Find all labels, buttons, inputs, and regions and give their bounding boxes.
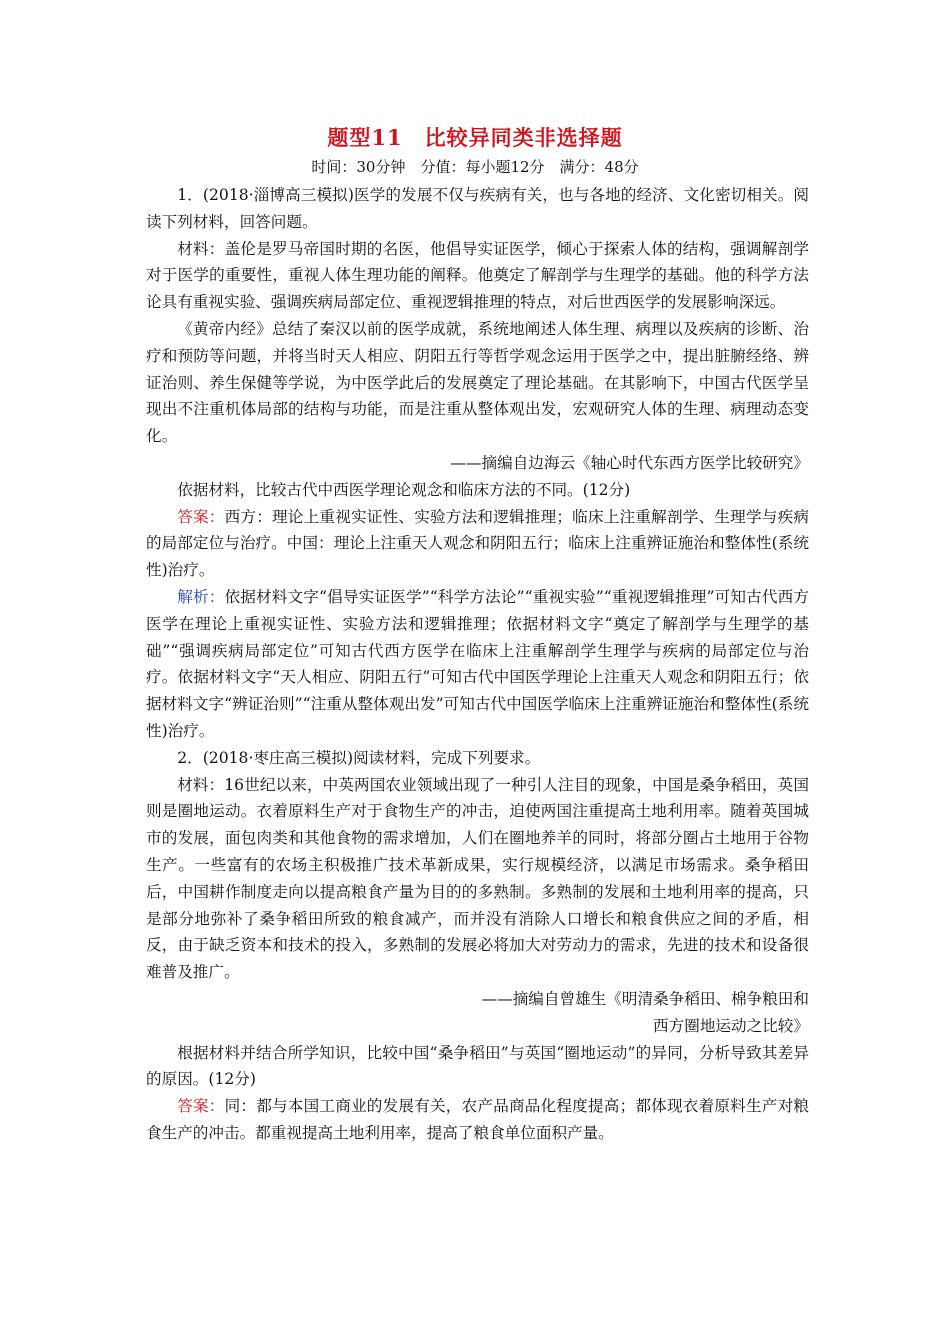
q1-explanation-label: 解析：	[177, 587, 225, 606]
q2-source-line1: ——摘编自曾雄生《明清桑争稻田、棉争粮田和	[481, 989, 809, 1008]
q2-answer-label: 答案：	[177, 1097, 225, 1116]
q1-question: 依据材料，比较古代中西医学理论观念和临床方法的不同。(12分)	[177, 480, 631, 499]
q1-answer-label: 答案：	[177, 507, 225, 526]
document-body	[146, 182, 809, 1147]
q1-material-b: 《黄帝内经》总结了秦汉以前的医学成就，系统地阐述人体生理、病理以及疾病的诊断、治疗和预防等问题，并将当时天人相应、阴阳五行等哲学观念运用于医学之中，提出脏腑经络、辨证治则、养生保健等学说，为中医学此后的发展奠定了理论基础。在其影响下，中国古代医学呈现出不注重机体局部的结构与功能，而是注重从整体观出发，宏观研究人体的生理、病理动态变化。	[146, 319, 809, 446]
q1-intro: 1．(2018·淄博高三模拟)医学的发展不仅与疾病有关，也与各地的经济、文化密切相关。阅读下列材料，回答问题。	[146, 186, 809, 231]
q2-question: 根据材料并结合所学知识，比较中国“桑争稻田”与英国“圈地运动”的异同，分析导致其差异的原因。(12分)	[146, 1043, 809, 1089]
q1-answer-text: 西方：理论上重视实证性、实验方法和逻辑推理；临床上注重解剖学、生理学与疾病的局部定位与治疗。中国：理论上注重天人观念和阴阳五行；临床上注重辨证施治和整体性(系统性)治疗。	[146, 507, 809, 580]
q2-intro: 2．(2018·枣庄高三模拟)阅读材料，完成下列要求。	[177, 748, 541, 767]
page-title: 题型11 比较异同类非选择题	[327, 125, 623, 150]
q1-source: ——摘编自边海云《轴心时代东西方医学比较研究》	[450, 453, 809, 472]
q1-answer	[146, 504, 809, 584]
q2-answer	[146, 1093, 809, 1147]
q2-answer-text: 同：都与本国工商业的发展有关，农产品商品化程度提高；都体现衣着原料生产对粮食生产的冲击。都重视提高土地利用率，提高了粮食单位面积产量。	[146, 1097, 809, 1142]
q2-material: 材料：16世纪以来，中英两国农业领域出现了一种引人注目的现象，中国是桑争稻田，英国则是圈地运动。衣着原料生产对于食物生产的冲击，迫使两国注重提高土地利用率。随着英国城市的发展，面包肉类和其他食物的需求增加，人们在圈地养羊的同时，将部分圈占土地用于谷物生产。一些富有的农场主积极推广技术革新成果，实行规模经济，以满足市场需求。桑争稻田后，中国耕作制度走向以提高粮食产量为目的的多熟制。多熟制的发展和土地利用率的提高，只是部分地弥补了桑争稻田所致的粮食减产，而并没有消除人口增长和粮食供应之间的矛盾，相反，由于缺乏资本和技术的投入，多熟制的发展必将加大对劳动力的需求，先进的技术和设备很难普及推广。	[146, 775, 809, 982]
q1-explanation	[146, 584, 809, 745]
q2-source-line2: 西方圈地运动之比较》	[653, 1016, 809, 1035]
q1-explanation-text: 依据材料文字“倡导实证医学”“科学方法论”“重视实验”“重视逻辑推理”可知古代西方医学在理论上重视实证性、实验方法和逻辑推理；依据材料文字“奠定了解剖学与生理学的基础”“强调疾病局部定位”可知古代西方医学在临床上注重解剖学生理学与疾病的局部定位与治疗。依据材料文字“天人相应、阴阳五行”可知古代中国医学理论上注重天人观念和阴阳五行；依据材料文字“辨证治则”“注重从整体观出发”可知古代中国医学临床上注重辨证施治和整体性(系统性)治疗。	[146, 587, 809, 740]
exam-meta: 时间：30分钟 分值：每小题12分 满分：48分	[311, 158, 639, 176]
q1-material-a: 材料：盖伦是罗马帝国时期的名医，他倡导实证医学，倾心于探索人体的结构，强调解剖学对于医学的重要性，重视人体生理功能的阐释。他奠定了解剖学与生理学的基础。他的科学方法论具有重视实验、强调疾病局部定位、重视逻辑推理的特点，对后世西医学的发展影响深远。	[146, 239, 809, 312]
